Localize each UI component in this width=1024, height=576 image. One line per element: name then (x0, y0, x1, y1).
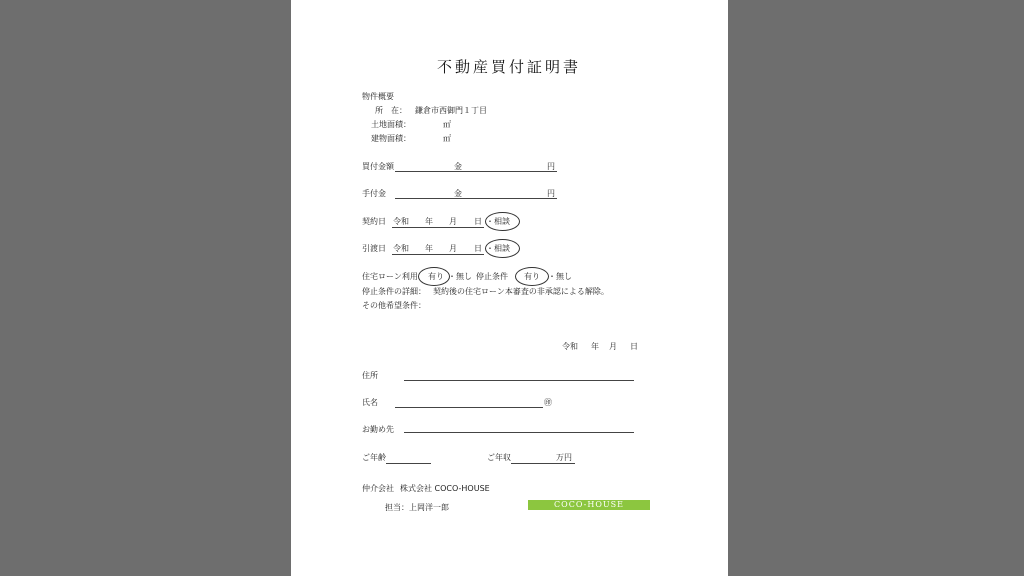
address-line (404, 380, 634, 381)
address-label: 住所 (362, 371, 378, 380)
document-title: 不動産買付証明書 (437, 58, 582, 76)
delivery-date-label: 引渡日 (362, 244, 386, 253)
stop-no: ・無し (548, 272, 572, 281)
contract-date-label: 契約日 (362, 217, 386, 226)
sign-date-month: 月 (609, 342, 617, 351)
age-label: ご年齢 (362, 453, 386, 462)
loan-no: ・無し (448, 272, 472, 281)
name-label: 氏名 (362, 398, 378, 407)
income-label: ご年収 (487, 453, 511, 462)
loan-yes: 有り (428, 272, 444, 281)
workplace-line (404, 432, 634, 433)
deposit-label: 手付金 (362, 189, 386, 198)
location-label: 所 在： (375, 106, 407, 115)
contract-date-day: 日 (474, 217, 482, 226)
sign-date-year: 年 (591, 342, 599, 351)
building-area-unit: ㎡ (443, 134, 451, 143)
building-area-label: 建物面積： (371, 134, 411, 143)
purchase-price-label: 買付金額 (362, 162, 394, 171)
location-value: 鎌倉市西御門１丁目 (415, 106, 487, 115)
deposit-yen: 円 (547, 189, 555, 198)
contract-date-reiwa: 令和 (393, 217, 409, 226)
income-unit: 万円 (556, 453, 572, 462)
contract-consult-circle (485, 212, 520, 231)
income-line (511, 463, 575, 464)
deposit-line (395, 198, 557, 199)
contract-date-consult: ・相談 (486, 217, 510, 226)
property-heading: 物件概要 (362, 92, 394, 101)
delivery-date-day: 日 (474, 244, 482, 253)
delivery-date-month: 月 (449, 244, 457, 253)
delivery-consult-circle (485, 239, 520, 258)
delivery-date-reiwa: 令和 (393, 244, 409, 253)
contract-date-year: 年 (425, 217, 433, 226)
deposit-kin: 金 (454, 189, 462, 198)
broker-label: 仲介会社 (362, 484, 394, 493)
loan-label: 住宅ローン利用 (362, 272, 418, 281)
stop-yes-circle (515, 267, 549, 286)
sign-date-reiwa: 令和 (562, 342, 578, 351)
purchase-price-yen: 円 (547, 162, 555, 171)
contract-date-month: 月 (449, 217, 457, 226)
broker-company: 株式会社 COCO-HOUSE (400, 484, 490, 493)
age-line (386, 463, 431, 464)
purchase-price-line (395, 171, 557, 172)
contract-date-line (392, 227, 484, 228)
broker-staff: 担当：上岡洋一郎 (385, 503, 449, 512)
other-conditions-label: その他希望条件： (362, 301, 426, 310)
land-area-unit: ㎡ (443, 120, 451, 129)
delivery-date-consult: ・相談 (486, 244, 510, 253)
stop-detail-value: 契約後の住宅ローン本審査の非承認による解除。 (433, 287, 609, 296)
loan-yes-circle (418, 267, 450, 286)
delivery-date-year: 年 (425, 244, 433, 253)
sign-date-day: 日 (630, 342, 638, 351)
land-area-label: 土地面積： (371, 120, 411, 129)
document-page (291, 0, 728, 576)
stop-detail-label: 停止条件の詳細： (362, 287, 426, 296)
stop-label: 停止条件 (476, 272, 508, 281)
coco-house-logo: COCO-HOUSE (528, 500, 650, 510)
name-line (395, 407, 543, 408)
workplace-label: お勤め先 (362, 425, 394, 434)
stop-yes: 有り (524, 272, 540, 281)
purchase-price-kin: 金 (454, 162, 462, 171)
delivery-date-line (392, 254, 484, 255)
seal-mark: ㊞ (544, 398, 552, 407)
